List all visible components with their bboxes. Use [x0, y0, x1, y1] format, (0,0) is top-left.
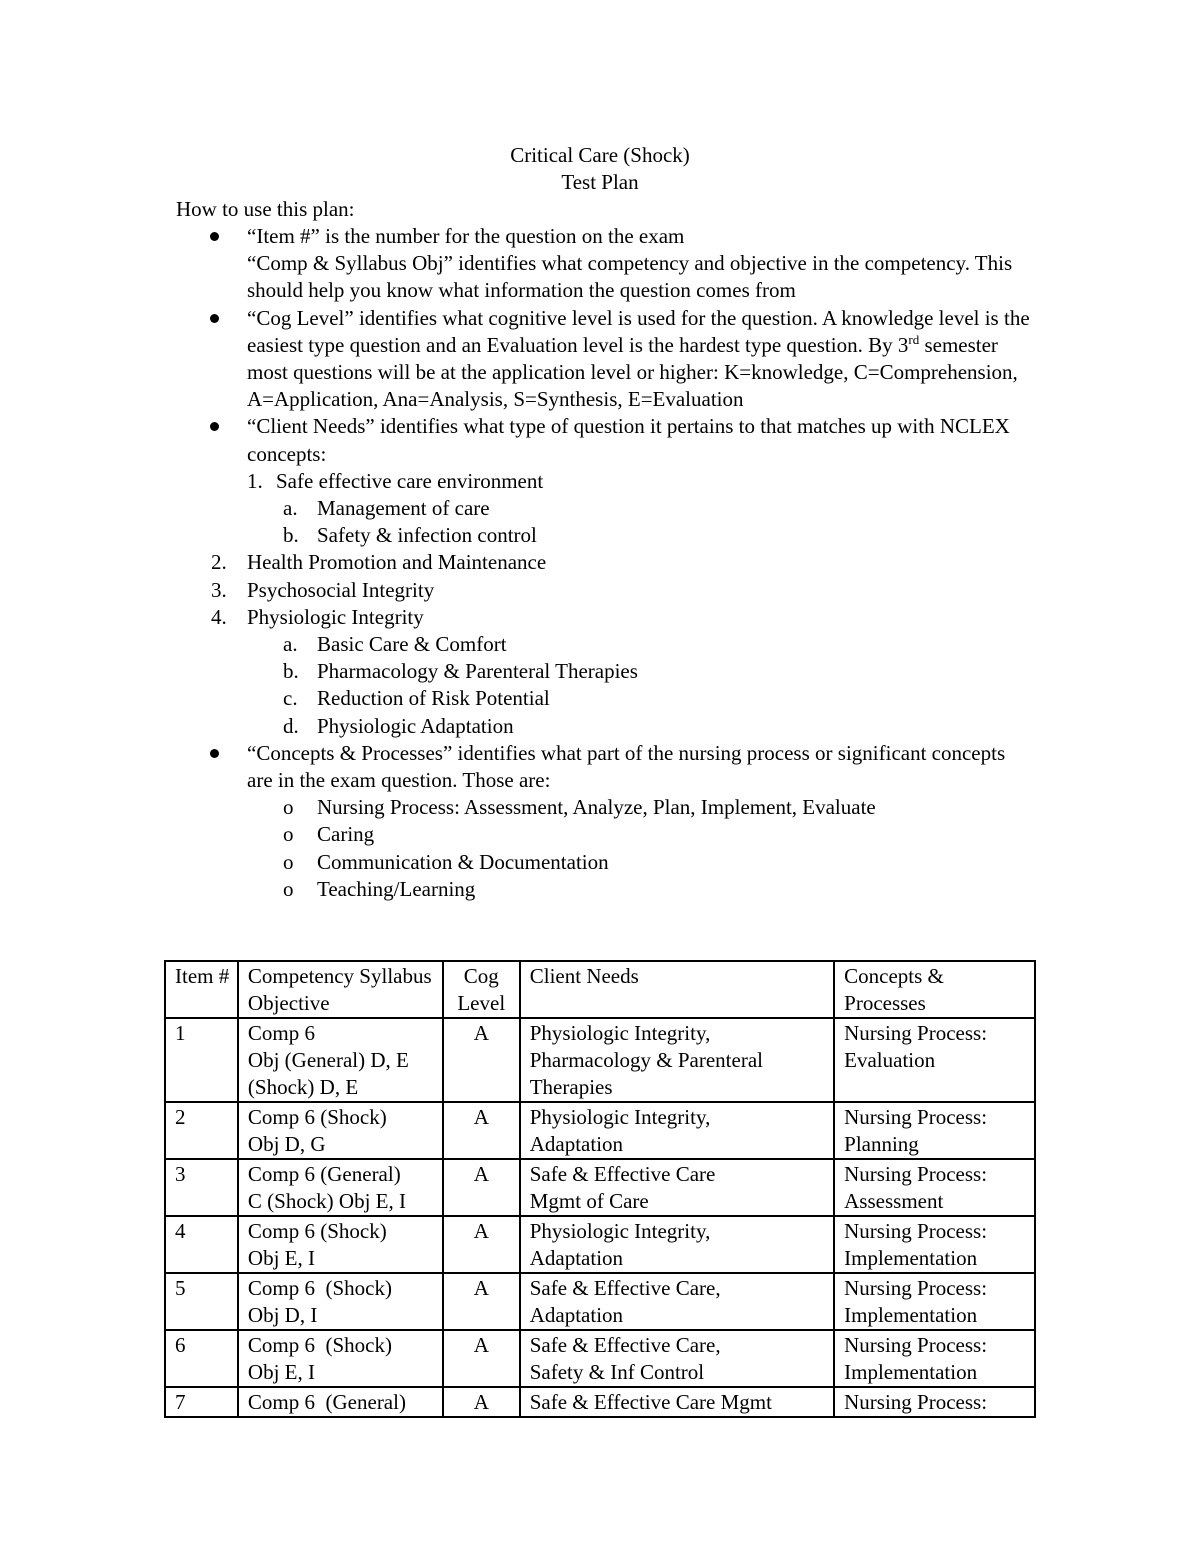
bullet-text-part: “Cog Level” identifies what cognitive level is used for the question. A knowledge level is the easiest type question and an Evaluation level is the hardest type question. By 3 — [247, 305, 1030, 357]
header-item: Item # — [165, 961, 238, 1018]
test-plan-table — [164, 960, 1036, 1418]
cell-line: Nursing Process: — [844, 1021, 988, 1045]
list-text: Basic Care & Comfort — [317, 632, 507, 657]
cell-concepts — [834, 1330, 1035, 1387]
circle-bullet-icon: o — [283, 795, 294, 820]
list-letter: a. — [283, 496, 298, 521]
table-row — [165, 1018, 1035, 1102]
list-text: Management of care — [317, 496, 490, 521]
cell-cog-level: A — [443, 1159, 520, 1216]
bullet-text-part: semester most questions will be at the application level or higher: K=knowledge, C=Comprehension, A=Application, Ana=Analysis, S=Synthesis, E=Evaluation — [247, 332, 1018, 412]
cell-line: Nursing Process: — [844, 1162, 988, 1186]
client-need-subitem — [176, 522, 1036, 549]
cell-line: Implementation — [844, 1360, 978, 1384]
cell-line: Comp 6 (Shock) — [247, 1105, 387, 1129]
cell-concepts — [834, 1159, 1035, 1216]
cell-concepts — [834, 1387, 1035, 1417]
list-number: 2. — [211, 550, 227, 575]
cell-competency — [238, 1387, 443, 1417]
cell-concepts — [834, 1018, 1035, 1102]
circle-bullet-icon: o — [283, 876, 294, 901]
client-need-subitem — [176, 631, 1036, 658]
cell-item: 5 — [165, 1273, 238, 1330]
table-row — [165, 1273, 1035, 1330]
cell-line: Therapies — [529, 1075, 613, 1099]
cell-client-needs — [520, 1387, 834, 1417]
cell-line: Adaptation — [529, 1303, 624, 1327]
header-competency: Competency Syllabus Objective — [238, 961, 443, 1018]
cell-line: Planning — [844, 1132, 919, 1156]
cell-line: Implementation — [844, 1246, 978, 1270]
list-letter: c. — [283, 686, 298, 711]
list-number: 3. — [211, 577, 227, 602]
cell-line: Safe & Effective Care, — [529, 1333, 721, 1357]
bullet-item-number — [176, 223, 1036, 305]
header-cog-level: Cog Level — [443, 961, 520, 1018]
cell-cog-level: A — [443, 1387, 520, 1417]
superscript: rd — [908, 331, 920, 347]
cell-concepts — [834, 1102, 1035, 1159]
circle-bullet-icon: o — [283, 849, 294, 874]
intro-text: How to use this plan: — [176, 197, 355, 221]
cell-line: Comp 6 (Shock) — [247, 1276, 392, 1300]
cell-line: Nursing Process: — [844, 1333, 988, 1357]
cell-line: Adaptation — [529, 1132, 624, 1156]
table-header-row — [165, 961, 1035, 1018]
cell-competency — [238, 1018, 443, 1102]
list-text: Health Promotion and Maintenance — [247, 550, 547, 575]
cell-line: Nursing Process: — [844, 1219, 988, 1243]
cell-client-needs — [520, 1018, 834, 1102]
bullet-dot-icon — [210, 749, 219, 758]
client-need-subitem — [176, 713, 1036, 740]
cell-line: Obj E, I — [247, 1246, 315, 1270]
cell-line: Pharmacology & Parenteral — [529, 1048, 763, 1072]
list-text: Communication & Documentation — [317, 849, 609, 874]
cell-line: Nursing Process: — [844, 1390, 988, 1414]
list-text: Caring — [317, 822, 375, 847]
cell-cog-level: A — [443, 1216, 520, 1273]
cell-line: Physiologic Integrity, — [529, 1219, 711, 1243]
cell-competency — [238, 1159, 443, 1216]
cell-line: Safe & Effective Care — [529, 1162, 716, 1186]
cell-client-needs — [520, 1273, 834, 1330]
cell-line: Implementation — [844, 1303, 978, 1327]
list-letter: d. — [283, 713, 299, 738]
header-client-needs: Client Needs — [520, 961, 834, 1018]
table-row — [165, 1330, 1035, 1387]
instructions-list — [176, 223, 1036, 903]
cell-item: 1 — [165, 1018, 238, 1102]
cell-item: 3 — [165, 1159, 238, 1216]
list-text: Psychosocial Integrity — [247, 577, 435, 602]
bullet-text — [247, 305, 1036, 414]
cell-client-needs — [520, 1159, 834, 1216]
cell-line: Comp 6 (General) — [247, 1162, 401, 1186]
bullet-text: “Comp & Syllabus Obj” identifies what competency and objective in the competency. This should help you know what information the question comes from — [247, 251, 1013, 303]
cell-client-needs — [520, 1102, 834, 1159]
cell-line: Mgmt of Care — [529, 1189, 649, 1213]
cell-line: Comp 6 (General) — [247, 1390, 406, 1414]
cell-line: Obj (General) D, E — [247, 1048, 409, 1072]
concept-item — [176, 876, 1036, 903]
cell-item: 2 — [165, 1102, 238, 1159]
cell-line: Physiologic Integrity, — [529, 1105, 711, 1129]
cell-competency — [238, 1273, 443, 1330]
bullet-item-concepts — [176, 740, 1036, 794]
concept-item — [176, 794, 1036, 821]
bullet-item-client-needs — [176, 413, 1036, 467]
bullet-text: “Client Needs” identifies what type of question it pertains to that matches up with NCLEX concepts: — [247, 414, 1010, 466]
list-letter: b. — [283, 659, 299, 684]
cell-cog-level: A — [443, 1273, 520, 1330]
cell-cog-level: A — [443, 1102, 520, 1159]
cell-item: 7 — [165, 1387, 238, 1417]
list-text: Physiologic Adaptation — [317, 713, 514, 738]
cell-client-needs — [520, 1330, 834, 1387]
list-text: Teaching/Learning — [317, 876, 476, 901]
cell-line: Comp 6 — [247, 1021, 316, 1045]
list-text: Safe effective care environment — [276, 468, 544, 493]
cell-line: Safety & Inf Control — [529, 1360, 705, 1384]
list-letter: b. — [283, 523, 299, 548]
cell-line: Nursing Process: — [844, 1276, 988, 1300]
table-row — [165, 1102, 1035, 1159]
cell-item: 4 — [165, 1216, 238, 1273]
list-number: 1. — [247, 468, 263, 493]
cell-item: 6 — [165, 1330, 238, 1387]
document-title: Critical Care (Shock) — [510, 143, 690, 167]
cell-line: Adaptation — [529, 1246, 624, 1270]
cell-concepts — [834, 1273, 1035, 1330]
table-row — [165, 1387, 1035, 1417]
client-need-item — [176, 604, 1036, 631]
list-text: Reduction of Risk Potential — [317, 686, 550, 711]
cell-cog-level: A — [443, 1330, 520, 1387]
cell-line: Safe & Effective Care, — [529, 1276, 721, 1300]
cell-concepts — [834, 1216, 1035, 1273]
bullet-dot-icon — [210, 314, 219, 323]
list-text: Pharmacology & Parenteral Therapies — [317, 659, 638, 684]
cell-line: Nursing Process: — [844, 1105, 988, 1129]
cell-line: Obj D, G — [247, 1132, 326, 1156]
list-letter: a. — [283, 632, 298, 657]
list-text: Nursing Process: Assessment, Analyze, Plan, Implement, Evaluate — [317, 795, 876, 820]
bullet-text: “Concepts & Processes” identifies what part of the nursing process or significant concepts are in the exam question. Those are: — [247, 740, 1006, 793]
cell-line: Comp 6 (Shock) — [247, 1219, 387, 1243]
cell-competency — [238, 1216, 443, 1273]
bullet-item-cog-level — [176, 305, 1036, 414]
header-concepts: Concepts & Processes — [834, 961, 1035, 1018]
bullet-text: “Item #” is the number for the question on the exam — [247, 224, 685, 248]
client-need-item — [176, 468, 1036, 495]
document-subtitle: Test Plan — [561, 170, 639, 194]
client-need-subitem — [176, 495, 1036, 522]
cell-line: Assessment — [844, 1189, 944, 1213]
list-text: Physiologic Integrity — [247, 604, 424, 629]
circle-bullet-icon: o — [283, 822, 294, 847]
title-block — [0, 142, 1200, 196]
cell-competency — [238, 1102, 443, 1159]
table-row — [165, 1216, 1035, 1273]
cell-line: Obj D, I — [247, 1303, 318, 1327]
client-need-subitem — [176, 658, 1036, 685]
cell-competency — [238, 1330, 443, 1387]
bullet-dot-icon — [210, 422, 219, 431]
cell-line: Evaluation — [844, 1048, 936, 1072]
cell-client-needs — [520, 1216, 834, 1273]
cell-line: Comp 6 (Shock) — [247, 1333, 392, 1357]
cell-line: Safe & Effective Care Mgmt — [529, 1390, 772, 1414]
client-need-item — [176, 549, 1036, 576]
list-text: Safety & infection control — [317, 523, 537, 548]
table-row — [165, 1159, 1035, 1216]
cell-line: (Shock) D, E — [247, 1075, 359, 1099]
concept-item — [176, 849, 1036, 876]
cell-line: Obj E, I — [247, 1360, 315, 1384]
cell-line: Physiologic Integrity, — [529, 1021, 711, 1045]
client-need-item — [176, 577, 1036, 604]
bullet-dot-icon — [210, 232, 219, 241]
cell-cog-level: A — [443, 1018, 520, 1102]
concept-item — [176, 821, 1036, 848]
client-need-subitem — [176, 685, 1036, 712]
cell-line: C (Shock) Obj E, I — [247, 1189, 406, 1213]
list-number: 4. — [211, 604, 227, 629]
